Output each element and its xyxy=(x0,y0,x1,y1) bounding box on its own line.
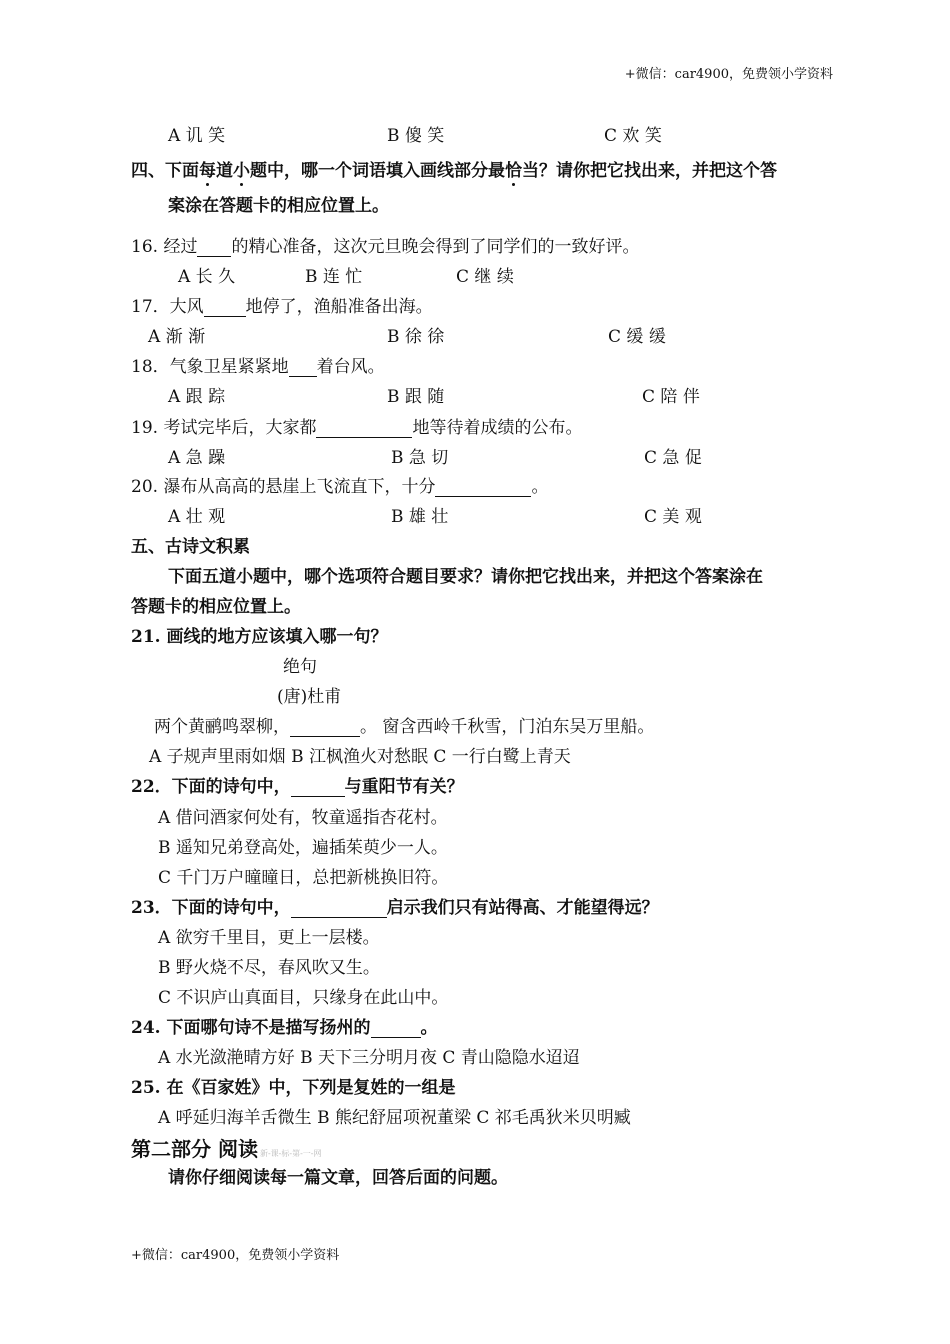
q20-option-c: C 美 观 xyxy=(644,507,702,527)
q16-option-c: C 继 续 xyxy=(456,267,514,287)
q25-options: A 呼延归海羊舌微生 B 熊纪舒屈项祝董梁 C 祁毛禹狄米贝明臧 xyxy=(158,1108,631,1128)
section-5-intro: 下面五道小题中，哪个选项符合题目要求？请你把它找出来，并把这个答案涂在 xyxy=(168,567,763,587)
q19-option-b: B 急 切 xyxy=(391,448,449,468)
answer-blank xyxy=(316,420,412,438)
section-5-intro-line2: 答题卡的相应位置上。 xyxy=(131,597,301,617)
q16-option-b: B 连 忙 xyxy=(305,267,363,287)
emphasis-dot: 每 xyxy=(199,161,216,181)
q20-option-a: A 壮 观 xyxy=(168,507,226,527)
q23-option-b: B 野火烧不尽，春风吹又生。 xyxy=(158,958,380,978)
answer-blank xyxy=(435,479,531,497)
answer-blank xyxy=(204,299,246,317)
poem-author: (唐)杜甫 xyxy=(277,687,342,707)
option-b: B 傻 笑 xyxy=(387,126,445,146)
q18-option-b: B 跟 随 xyxy=(387,387,445,407)
q22-option-c: C 千门万户曈曈日，总把新桃换旧符。 xyxy=(158,868,449,888)
emphasis-dot: 恰 xyxy=(505,161,522,181)
option-c: C 欢 笑 xyxy=(604,126,662,146)
option-a: A 讥 笑 xyxy=(168,126,226,146)
question-19: 19. 考试完毕后，大家都 地等待着成绩的公布。 xyxy=(131,418,583,438)
q22-option-b: B 遥知兄弟登高处，遍插茱萸少一人。 xyxy=(158,838,448,858)
question-18: 18．气象卫星紧紧地 着台风。 xyxy=(131,357,385,377)
poem-title: 绝句 xyxy=(283,657,317,677)
answer-blank xyxy=(290,719,360,737)
q24-options: A 水光潋滟晴方好 B 天下三分明月夜 C 青山隐隐水迢迢 xyxy=(158,1048,580,1068)
q16-option-a: A 长 久 xyxy=(178,267,236,287)
q17-option-c: C 缓 缓 xyxy=(608,327,666,347)
q17-option-b: B 徐 徐 xyxy=(387,327,445,347)
watermark: 新-课-标-第-一-网 xyxy=(259,1149,322,1158)
answer-blank xyxy=(289,359,317,377)
answer-blank xyxy=(291,779,345,797)
question-23: 23．下面的诗句中， 启示我们只有站得高、才能望得远？ xyxy=(131,898,659,918)
q23-option-a: A 欲穷千里目，更上一层楼。 xyxy=(158,928,380,948)
emphasis-dot: 小 xyxy=(233,161,250,181)
q21-options: A 子规声里雨如烟 B 江枫渔火对愁眠 C 一行白鹭上青天 xyxy=(149,747,571,767)
header-note: +微信：car4900，免费领小学资料 xyxy=(624,67,833,82)
section-4-title: 四、下面每道小题中，哪一个词语填入画线部分最恰当？请你把它找出来，并把这个答 xyxy=(131,161,777,181)
question-25: 25. 在《百家姓》中，下列是复姓的一组是 xyxy=(131,1078,456,1098)
q19-option-a: A 急 躁 xyxy=(168,448,226,468)
question-17: 17．大风 地停了，渔船准备出海。 xyxy=(131,297,433,317)
question-24: 24. 下面哪句诗不是描写扬州的 。 xyxy=(131,1018,438,1038)
reading-instruction: 请你仔细阅读每一篇文章，回答后面的问题。 xyxy=(168,1168,508,1188)
q20-option-b: B 雄 壮 xyxy=(391,507,449,527)
question-16: 16. 经过 的精心准备，这次元旦晚会得到了同学们的一致好评。 xyxy=(131,237,640,257)
answer-blank xyxy=(291,900,387,918)
poem-line: 两个黄鹂鸣翠柳， 。 窗含西岭千秋雪，门泊东吴万里船。 xyxy=(154,717,655,737)
question-21: 21. 画线的地方应该填入哪一句？ xyxy=(131,627,388,647)
q18-option-a: A 跟 踪 xyxy=(168,387,226,407)
part-2-title: 第二部分 阅读 新-课-标-第-一-网 xyxy=(131,1137,322,1161)
answer-blank xyxy=(371,1020,421,1038)
footer-note: +微信：car4900，免费领小学资料 xyxy=(131,1248,340,1263)
section-5-title: 五、古诗文积累 xyxy=(131,537,250,557)
q17-option-a: A 渐 渐 xyxy=(148,327,206,347)
question-20: 20. 瀑布从高高的悬崖上飞流直下，十分 。 xyxy=(131,477,549,497)
q19-option-c: C 急 促 xyxy=(644,448,702,468)
q23-option-c: C 不识庐山真面目，只缘身在此山中。 xyxy=(158,988,449,1008)
q22-option-a: A 借问酒家何处有，牧童遥指杏花村。 xyxy=(158,808,448,828)
answer-blank xyxy=(197,239,231,257)
question-22: 22．下面的诗句中， 与重阳节有关？ xyxy=(131,777,464,797)
q18-option-c: C 陪 伴 xyxy=(642,387,700,407)
section-4-title-line2: 案涂在答题卡的相应位置上。 xyxy=(168,196,389,216)
